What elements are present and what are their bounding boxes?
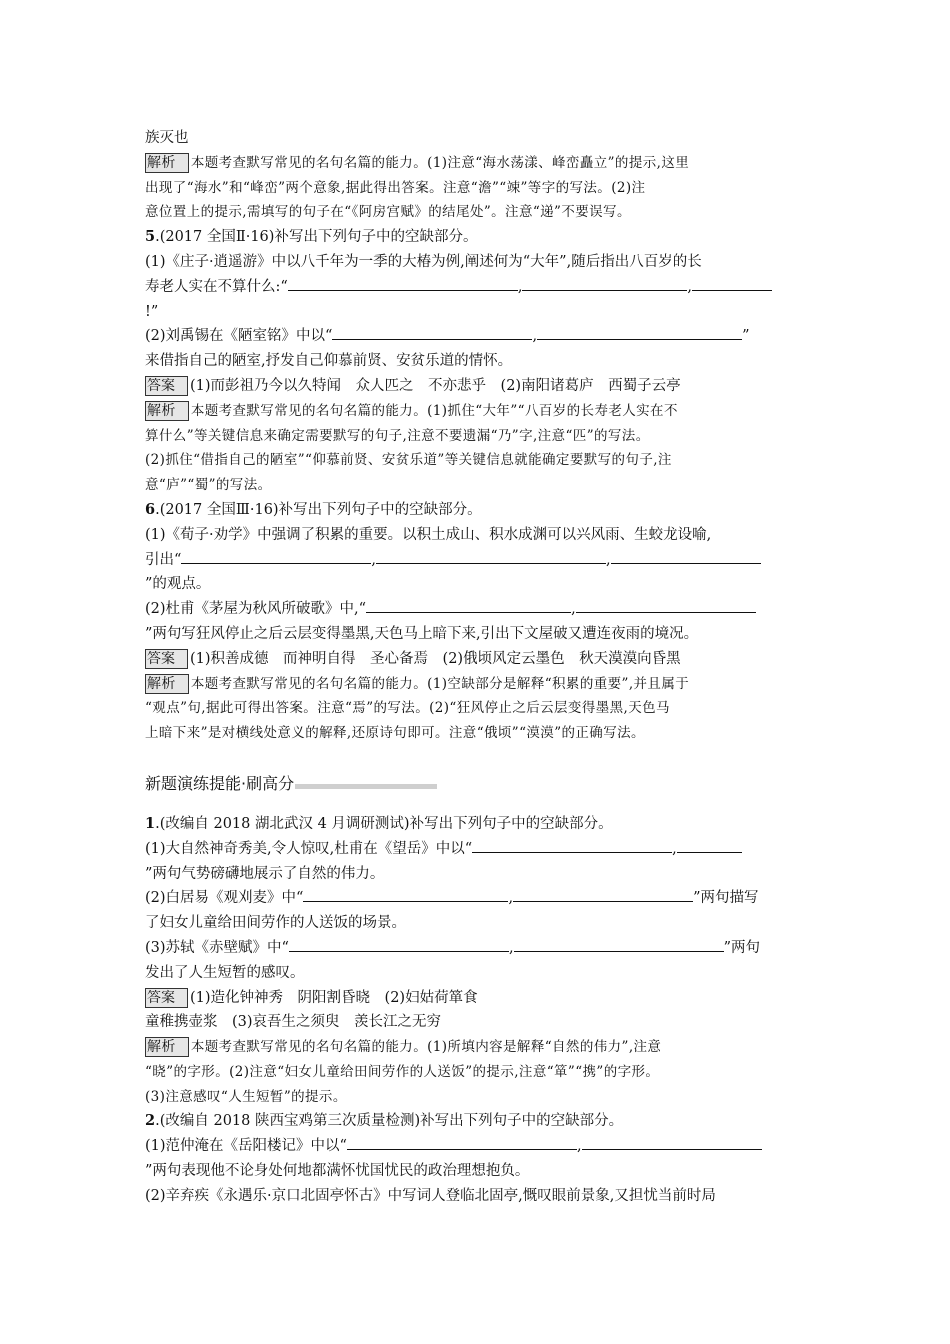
question-heading: 2.(改编自 2018 陕西宝鸡第三次质量检测)补写出下列句子中的空缺部分。 (145, 1112, 624, 1130)
question-text: (1)《荀子·劝学》中强调了积累的重要。以积土成山、积水成渊可以兴风雨、生蛟龙设喻, (145, 526, 712, 543)
analysis-line: 出现了“海水”和“峰峦”两个意象,据此得出答案。注意“澹”“竦”等字的写法。(2)注 (145, 179, 646, 196)
analysis-line: 上暗下来”是对横线处意义的解释,还原诗句即可。注意“俄顷”“漠漠”的正确写法。 (145, 725, 645, 742)
question-text: (2)辛弃疾《永遇乐·京口北固亭怀古》中写词人登临北固亭,慨叹眼前景象,又担忧当前时局 (145, 1187, 716, 1204)
answer-blank[interactable] (576, 598, 756, 613)
answer-label: 答案 (145, 649, 188, 669)
analysis-line: (3)注意感叹“人生短暂”的提示。 (145, 1088, 347, 1105)
question-text: ”两句表现他不论身处何地都满怀忧国忧民的政治理想抱负。 (145, 1163, 530, 1180)
question-text: (2)白居易《观刈麦》中“ , ”两句描写 (145, 886, 810, 911)
analysis-label: 解析 (145, 674, 189, 694)
question-text: ”两句气势磅礴地展示了自然的伟力。 (145, 865, 385, 882)
document-page (145, 126, 810, 1209)
answer-blank[interactable] (513, 887, 693, 902)
analysis-line: 解析 本题考查默写常见的名句名篇的能力。(1)注意“海水荡漾、峰峦矗立”的提示,这里 (147, 154, 690, 171)
analysis-line: 解析 本题考查默写常见的名句名篇的能力。(1)抓住“大年”“八百岁的长寿老人实在不 (147, 402, 678, 419)
answer-blank[interactable] (289, 937, 509, 952)
analysis-line: (2)抓住“借指自己的陋室”“仰慕前贤、安贫乐道”等关键信息就能确定要默写的句子,注 (145, 452, 672, 469)
answer-blank[interactable] (514, 937, 724, 952)
answer-line: 童稚携壶浆 (3)哀吾生之须臾 羡长江之无穷 (145, 1014, 442, 1031)
analysis-line: 解析 本题考查默写常见的名句名篇的能力。(1)空缺部分是解释“积累的重要”,并且属于 (147, 675, 690, 692)
section-decorative-bar (295, 784, 437, 789)
question-text: (1)范仲淹在《岳阳楼记》中以“ , (145, 1134, 810, 1159)
question-text: ”两句写狂风停止之后云层变得墨黑,天色马上暗下来,引出下文屋破又遭连夜雨的境况。 (145, 625, 699, 642)
section-title: 新题演练提能·刷高分 (145, 773, 295, 793)
question-text: (2)杜甫《茅屋为秋风所破歌》中,“ , (145, 597, 810, 622)
question-text: 寿老人实在不算什么:“ , , (145, 275, 810, 300)
question-heading: 6.(2017 全国Ⅲ·16)补写出下列句子中的空缺部分。 (145, 500, 482, 518)
answer-blank[interactable] (522, 276, 687, 291)
question-text: (2)刘禹锡在《陋室铭》中以“ , ” (145, 324, 810, 349)
question-text: 引出“ , , (145, 548, 810, 573)
analysis-label: 解析 (145, 153, 189, 173)
answer-blank[interactable] (366, 598, 571, 613)
answer-line: 答案 (1)造化钟神秀 阴阳割昏晓 (2)妇姑荷箪食 (147, 989, 478, 1006)
question-heading: 1.(改编自 2018 湖北武汉 4 月调研测试)补写出下列句子中的空缺部分。 (145, 814, 613, 832)
text-line: 族灭也 (145, 130, 189, 146)
question-text: 发出了人生短暂的感叹。 (145, 964, 305, 981)
analysis-line: “观点”句,据此可得出答案。注意“焉”的写法。(2)“狂风停止之后云层变得墨黑,天色马 (145, 700, 670, 717)
question-text: !” (145, 303, 159, 320)
answer-label: 答案 (145, 376, 188, 396)
answer-blank[interactable] (303, 887, 508, 902)
question-text: (3)苏轼《赤壁赋》中“ , ”两句 (145, 936, 810, 961)
analysis-line: 解析 本题考查默写常见的名句名篇的能力。(1)所填内容是解释“自然的伟力”,注意 (147, 1039, 662, 1056)
answer-line: 答案 (1)而彭祖乃今以久特闻 众人匹之 不亦悲乎 (2)南阳诸葛庐 西蜀子云亭 (147, 377, 681, 394)
question-text: (1)《庄子·逍遥游》中以八千年为一季的大椿为例,阐述何为“大年”,随后指出八百岁的长 (145, 253, 702, 270)
analysis-line: 算什么”等关键信息来确定需要默写的句子,注意不要遗漏“乃”字,注意“匹”的写法。 (145, 427, 650, 444)
answer-blank[interactable] (288, 276, 518, 291)
question-heading: 5.(2017 全国Ⅱ·16)补写出下列句子中的空缺部分。 (145, 228, 478, 246)
answer-blank[interactable] (677, 838, 742, 853)
analysis-line: “晓”的字形。(2)注意“妇女儿童给田间劳作的人送饭”的提示,注意“箪”“携”的字形。 (145, 1063, 660, 1080)
question-text: 来借指自己的陋室,抒发自己仰慕前贤、安贫乐道的情怀。 (145, 353, 513, 370)
answer-line: 答案 (1)积善成德 而神明自得 圣心备焉 (2)俄顷风定云墨色 秋天漠漠向昏黑 (147, 650, 681, 667)
question-text: 了妇女儿童给田间劳作的人送饭的场景。 (145, 915, 406, 932)
question-text: (1)大自然神奇秀美,令人惊叹,杜甫在《望岳》中以“ , (145, 837, 810, 862)
analysis-line: 意“庐”“蜀”的写法。 (145, 477, 272, 494)
answer-label: 答案 (145, 988, 188, 1008)
question-text: ”的观点。 (145, 576, 211, 593)
answer-blank[interactable] (347, 1135, 577, 1150)
section-header (145, 772, 810, 798)
answer-blank[interactable] (537, 325, 742, 340)
analysis-line: 意位置上的提示,需填写的句子在“《阿房宫赋》的结尾处”。注意“递”不要误写。 (145, 204, 631, 221)
answer-blank[interactable] (582, 1135, 762, 1150)
analysis-label: 解析 (145, 401, 189, 421)
answer-blank[interactable] (611, 549, 761, 564)
answer-blank[interactable] (692, 276, 772, 291)
answer-blank[interactable] (332, 325, 532, 340)
analysis-label: 解析 (145, 1037, 189, 1057)
answer-blank[interactable] (472, 838, 672, 853)
answer-blank[interactable] (376, 549, 606, 564)
answer-blank[interactable] (181, 549, 371, 564)
